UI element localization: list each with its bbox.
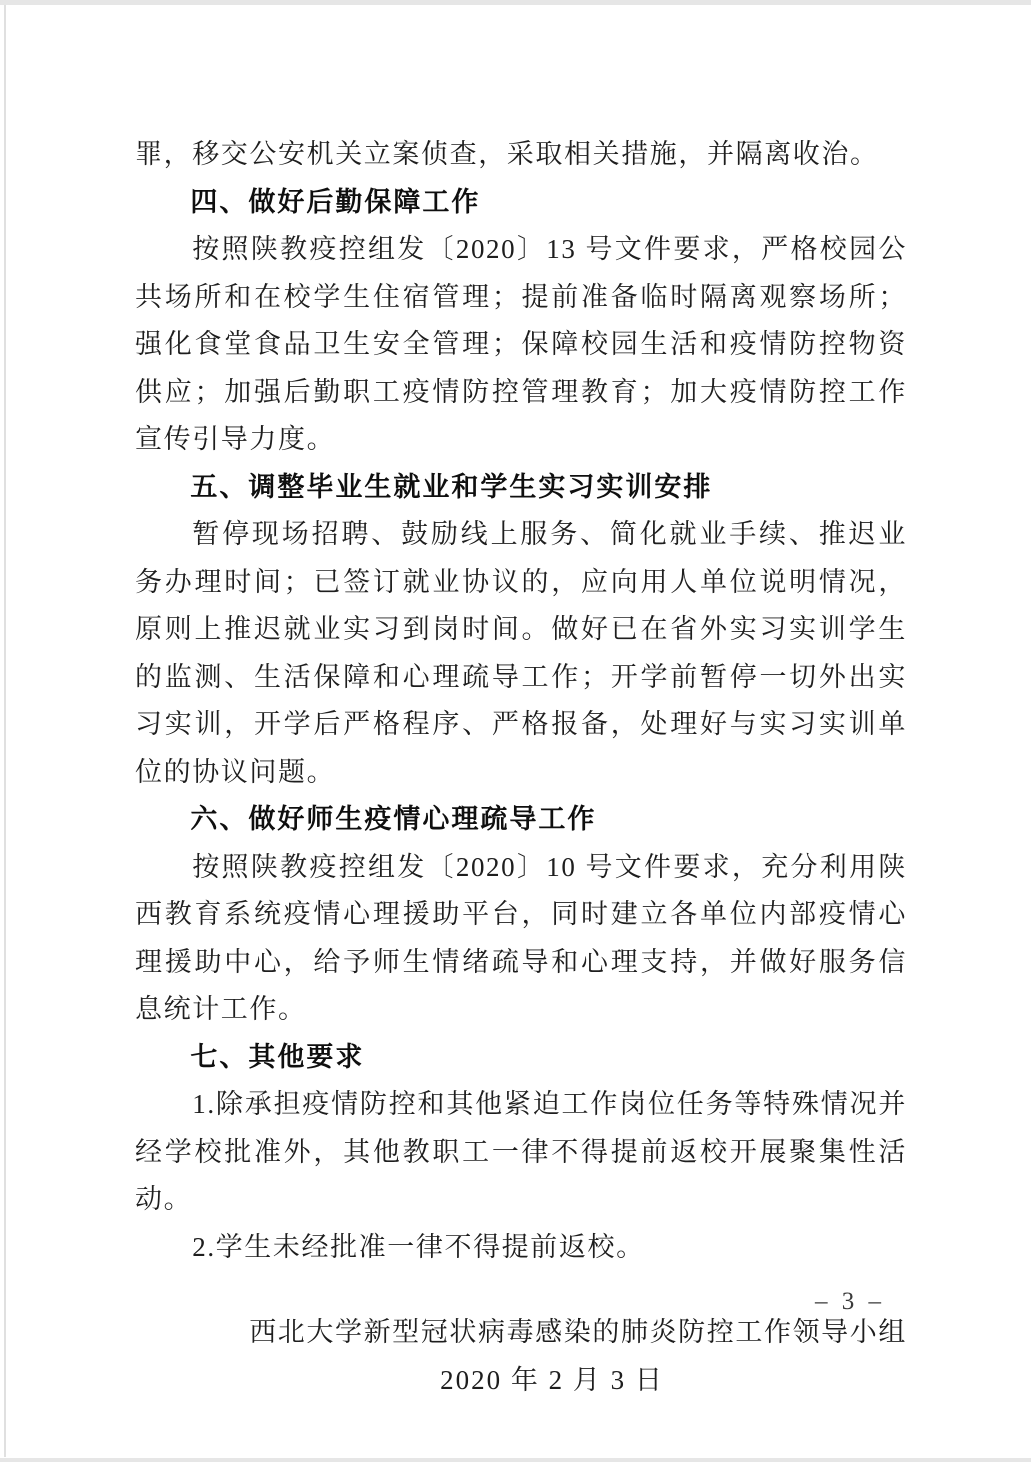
section-heading-7: 七、其他要求 [190, 1041, 365, 1072]
page-edge-bottom [0, 1458, 1031, 1462]
paragraph-other-2: 2.学生未经批准一律不得提前返校。 [192, 1231, 645, 1262]
section-heading-5: 五、调整毕业生就业和学生实习实训安排 [190, 471, 713, 502]
paragraph-continuation: 罪，移交公安机关立案侦查，采取相关措施，并隔离收治。 [135, 139, 879, 169]
page-number: – 3 – [815, 1288, 885, 1315]
date-line: 2020 年 2 月 3 日 [440, 1364, 664, 1395]
signature-line: 西北大学新型冠状病毒感染的肺炎防控工作领导小组 [249, 1317, 907, 1347]
section-heading-4: 四、做好后勤保障工作 [190, 186, 481, 217]
paragraph-section-4: 按照陕教疫控组发〔2020〕13 号文件要求，严格校园公共场所和在校学生住宿管理；提前准备临时隔离观察场所；强化食堂食品卫生安全管理；保障校园生活和疫情防控物资供应；加强后勤职工疫情防控管理教育；加大疫情防控工作宣传引导力度。 [135, 234, 907, 454]
page-edge-top [0, 0, 1031, 5]
paragraph-section-5: 暂停现场招聘、鼓励线上服务、简化就业手续、推迟业务办理时间；已签订就业协议的，应向用人单位说明情况，原则上推迟就业实习到岗时间。做好已在省外实习实训学生的监测、生活保障和心理疏导工作；开学前暂停一切外出实习实训，开学后严格程序、严格报备，处理好与实习实训单位的协议问题。 [135, 519, 907, 787]
page-edge-left [4, 5, 6, 1457]
section-heading-6: 六、做好师生疫情心理疏导工作 [190, 804, 597, 834]
document-body [135, 131, 907, 1404]
paragraph-other-1: 1.除承担疫情防控和其他紧迫工作岗位任务等特殊情况并经学校批准外，其他教职工一律不得提前返校开展聚集性活动。 [135, 1089, 907, 1214]
paragraph-section-6: 按照陕教疫控组发〔2020〕10 号文件要求，充分利用陕西教育系统疫情心理援助平台，同时建立各单位内部疫情心理援助中心，给予师生情绪疏导和心理支持，并做好服务信息统计工作。 [135, 851, 907, 1024]
